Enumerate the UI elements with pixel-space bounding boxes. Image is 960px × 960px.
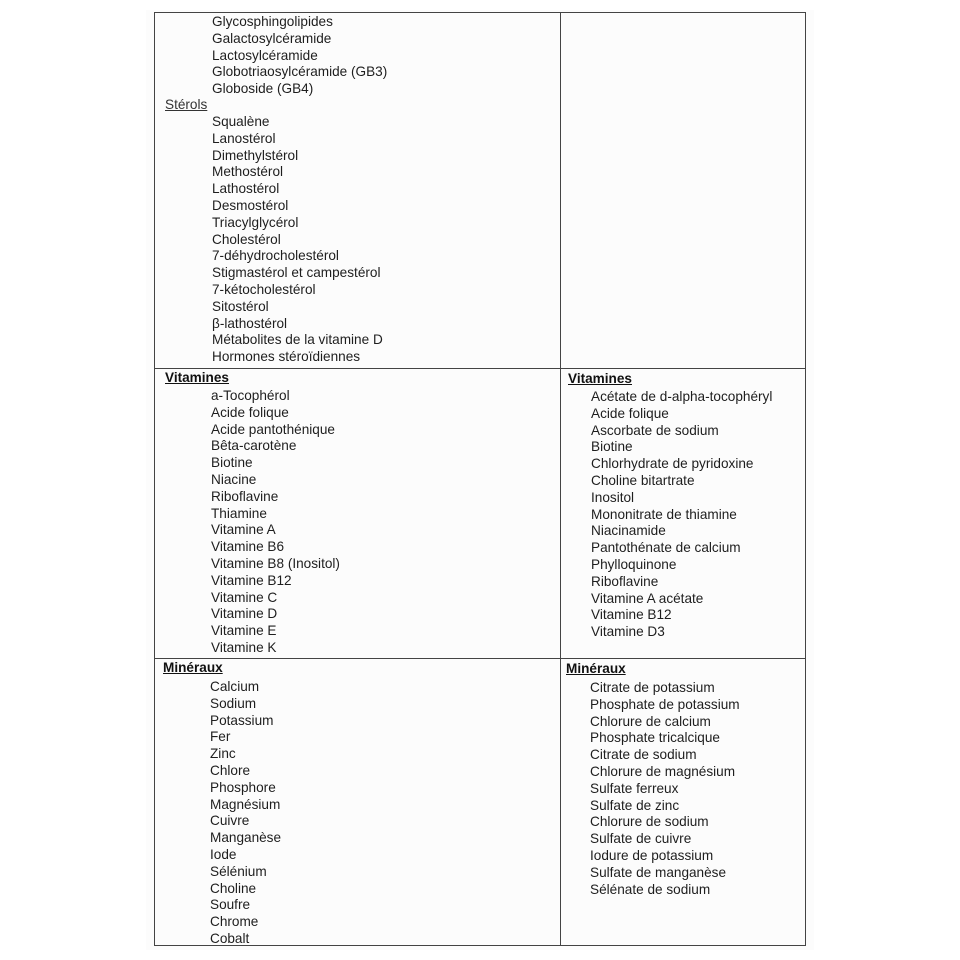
mineral-left-item: Soufre xyxy=(210,897,251,913)
mineral-right-item: Chlorure de magnésium xyxy=(590,764,736,779)
sterol-item: 7-déhydrocholestérol xyxy=(212,248,339,264)
sterol-item: Dimethylstérol xyxy=(212,147,299,163)
vitamin-left-item: Thiamine xyxy=(211,505,267,521)
mineral-left-item: Sodium xyxy=(210,695,257,711)
mineral-right-item: Chlorure de sodium xyxy=(590,814,709,830)
sterol-item: Methostérol xyxy=(212,164,284,180)
mineral-right-item: Citrate de potassium xyxy=(590,680,715,695)
sterols-subheading: Stérols xyxy=(165,97,208,112)
vitamin-left-item: a-Tocophérol xyxy=(211,388,290,403)
vitamin-right-item: Ascorbate de sodium xyxy=(591,422,719,438)
mineral-right-item: Sulfate de cuivre xyxy=(590,831,692,847)
mineral-left-item: Potassium xyxy=(210,712,274,728)
vitamin-left-item: Vitamine K xyxy=(211,640,277,655)
vitamin-right-item: Phylloquinone xyxy=(591,557,677,572)
mineral-left-item: Fer xyxy=(210,729,231,745)
vitamin-right-item: Mononitrate de thiamine xyxy=(591,506,737,522)
sterol-item: Lanostérol xyxy=(212,130,276,146)
mineral-right-item: Citrate de sodium xyxy=(590,747,697,763)
sterol-item: Cholestérol xyxy=(212,231,281,247)
vitamin-right-item: Riboflavine xyxy=(591,573,659,589)
sterol-item: Lathostérol xyxy=(212,181,280,197)
mineral-left-item: Cuivre xyxy=(210,813,250,829)
vitamin-right-item: Vitamine A acétate xyxy=(591,590,704,606)
sterol-item: Stigmastérol et campestérol xyxy=(212,265,381,281)
mineral-left-item: Chrome xyxy=(210,914,259,930)
vitamin-left-item: Vitamine A xyxy=(211,522,276,538)
sterol-item: Métabolites de la vitamine D xyxy=(212,332,383,348)
mineral-left-item: Iode xyxy=(210,847,237,862)
mineral-right-item: Sulfate ferreux xyxy=(590,780,679,796)
vitamin-left-item: Vitamine B12 xyxy=(211,572,292,588)
vitamin-left-item: Niacine xyxy=(211,472,257,487)
sterol-item: Desmostérol xyxy=(212,198,289,213)
glycosphingolipid-item: Lactosylcéramide xyxy=(212,47,318,63)
mineral-left-item: Cobalt xyxy=(210,931,250,946)
mineral-right-item: Sulfate de manganèse xyxy=(590,864,727,880)
vitamin-left-item: Acide pantothénique xyxy=(211,421,335,437)
vitamin-left-item: Vitamine D xyxy=(211,606,278,622)
vitamin-right-item: Pantothénate de calcium xyxy=(591,540,741,556)
mineral-right-item: Iodure de potassium xyxy=(590,848,714,863)
vitamin-right-item: Vitamine D3 xyxy=(591,624,665,640)
column-divider xyxy=(560,13,561,945)
mineral-left-item: Zinc xyxy=(210,746,236,762)
mineral-right-item: Phosphate tricalcique xyxy=(590,730,720,746)
vitamin-right-item: Biotine xyxy=(591,439,633,455)
vitamin-right-item: Vitamine B12 xyxy=(591,607,672,623)
sterol-item: Triacylglycérol xyxy=(212,214,299,230)
glycosphingolipid-item: Galactosylcéramide xyxy=(212,30,332,46)
mineral-right-item: Sélénate de sodium xyxy=(590,881,711,897)
vitamin-right-item: Chlorhydrate de pyridoxine xyxy=(591,456,754,472)
composition-table xyxy=(154,12,806,946)
glycosphingolipid-item: Globoside (GB4) xyxy=(212,81,314,97)
minerals-right-title: Minéraux xyxy=(566,661,626,676)
vitamin-left-item: Biotine xyxy=(211,455,253,471)
vitamin-left-item: Bêta-carotène xyxy=(211,438,297,454)
vitamins-left-title: Vitamines xyxy=(165,370,229,385)
mineral-right-item: Sulfate de zinc xyxy=(590,797,680,813)
vitamin-left-item: Riboflavine xyxy=(211,488,279,504)
vitamin-left-item: Vitamine E xyxy=(211,623,277,639)
vitamin-right-item: Niacinamide xyxy=(591,523,666,539)
mineral-left-item: Manganèse xyxy=(210,830,282,846)
vitamin-left-item: Acide folique xyxy=(211,404,289,420)
mineral-left-item: Sélénium xyxy=(210,863,267,879)
mineral-right-item: Phosphate de potassium xyxy=(590,696,740,712)
glycosphingolipid-item: Glycosphingolipides xyxy=(212,14,333,29)
vitamin-left-item: Vitamine C xyxy=(211,589,278,605)
vitamin-left-item: Vitamine B6 xyxy=(211,539,285,555)
vitamin-right-item: Inositol xyxy=(591,489,635,505)
sterol-item: 7-kétocholestérol xyxy=(212,282,316,297)
vitamin-right-item: Choline bitartrate xyxy=(591,473,695,488)
vitamin-right-item: Acétate de d-alpha-tocophéryl xyxy=(591,389,773,404)
minerals-left-title: Minéraux xyxy=(163,660,223,675)
glycosphingolipid-item: Globotriaosylcéramide (GB3) xyxy=(212,64,388,80)
mineral-right-item: Chlorure de calcium xyxy=(590,713,711,729)
row-divider-minerals xyxy=(155,658,805,659)
row-divider-vitamins xyxy=(155,368,805,369)
sterol-item: β-lathostérol xyxy=(212,315,288,331)
mineral-left-item: Choline xyxy=(210,880,257,896)
vitamin-left-item: Vitamine B8 (Inositol) xyxy=(211,556,340,571)
mineral-left-item: Chlore xyxy=(210,763,251,778)
sterol-item: Sitostérol xyxy=(212,298,269,314)
vitamins-right-title: Vitamines xyxy=(568,371,632,386)
sterol-item: Squalène xyxy=(212,114,270,129)
sterol-item: Hormones stéroïdiennes xyxy=(212,349,361,365)
vitamin-right-item: Acide folique xyxy=(591,405,669,421)
mineral-left-item: Magnésium xyxy=(210,796,281,812)
mineral-left-item: Calcium xyxy=(210,679,260,694)
mineral-left-item: Phosphore xyxy=(210,779,276,795)
